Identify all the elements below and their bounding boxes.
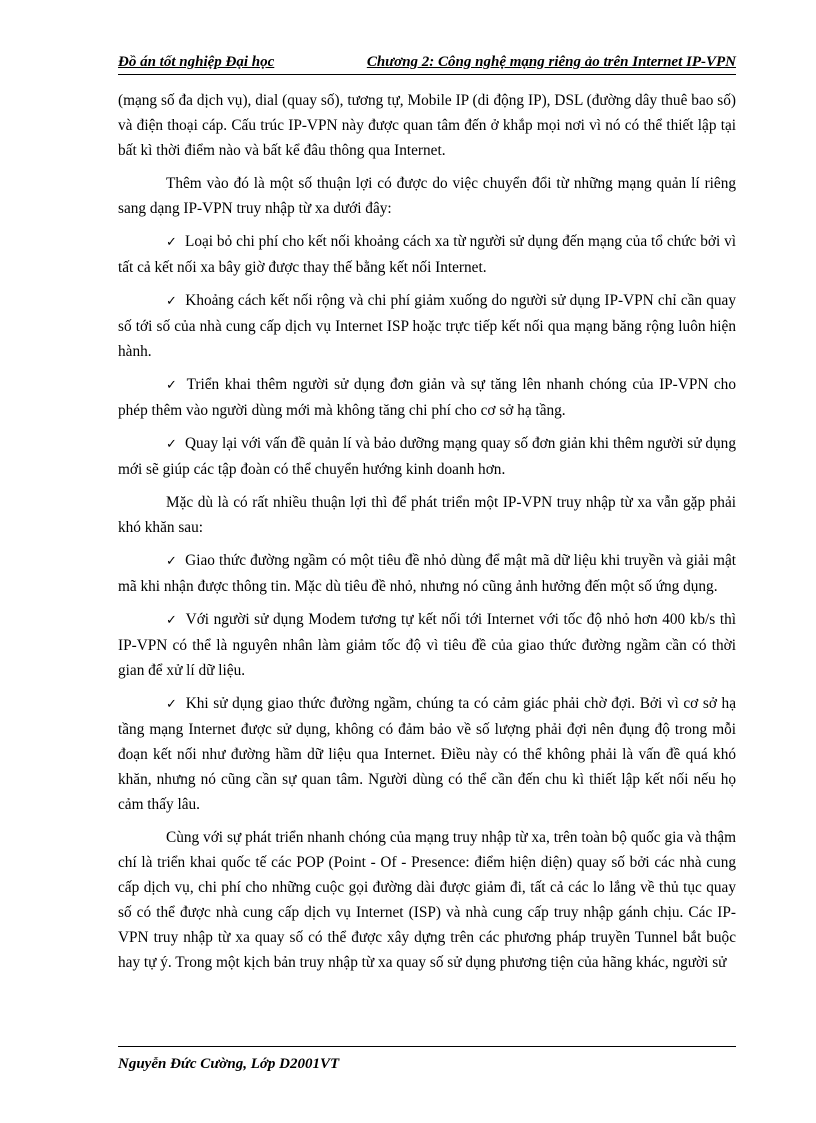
bullet-item (118, 288, 736, 364)
footer-divider (118, 1046, 736, 1047)
checkmark-icon: ✓ (166, 697, 178, 712)
bullet-item (118, 229, 736, 280)
checkmark-icon: ✓ (166, 235, 177, 250)
bullet-text: Triển khai thêm người sử dụng đơn giản và sự tăng lên nhanh chóng của IP-VPN cho phép thêm vào người dùng mới mà không tăng chi phí cho cơ sở hạ tầng. (118, 376, 736, 419)
header-chapter-title: Chương 2: Công nghệ mạng riêng ảo trên Internet IP-VPN (366, 54, 736, 70)
bullet-text: Khoảng cách kết nối rộng và chi phí giảm xuống do người sử dụng IP-VPN chỉ cần quay số tới số của nhà cung cấp dịch vụ Internet ISP hoặc trực tiếp kết nối qua mạng băng rộng luôn hiện hành. (118, 292, 736, 360)
bullet-item (118, 691, 736, 817)
checkmark-icon: ✓ (166, 378, 179, 393)
paragraph: Mặc dù là có rất nhiều thuận lợi thì để phát triển một IP-VPN truy nhập từ xa vẫn gặp phải khó khăn sau: (118, 494, 736, 536)
bullet-text: Với người sử dụng Modem tương tự kết nối tới Internet với tốc độ nhỏ hơn 400 kb/s thì IP-VPN có thể là nguyên nhân làm giảm tốc độ vì tiêu đề của giao thức đường ngầm cần có thời gian để xử lí dữ liệu. (118, 611, 736, 679)
bullet-text: Quay lại với vấn đề quản lí và bảo dưỡng mạng quay số đơn giản khi thêm người sử dụng mới sẽ giúp các tập đoàn có thể chuyển hướng kinh doanh hơn. (118, 435, 736, 478)
page-header (118, 52, 736, 75)
paragraph: Thêm vào đó là một số thuận lợi có được do việc chuyển đổi từ những mạng quản lí riêng sang dạng IP-VPN truy nhập từ xa dưới đây: (118, 175, 736, 217)
document-body (118, 88, 736, 983)
checkmark-icon: ✓ (166, 554, 178, 569)
checkmark-icon: ✓ (166, 294, 178, 309)
bullet-text: Loại bỏ chi phí cho kết nối khoảng cách xa từ người sử dụng đến mạng của tổ chức bởi vì tất cả kết nối xa bây giờ được thay thế bằng kết nối Internet. (118, 233, 736, 276)
checkmark-icon: ✓ (166, 613, 178, 628)
bullet-item (118, 607, 736, 683)
page-footer: Nguyễn Đức Cường, Lớp D2001VT (118, 1056, 340, 1072)
bullet-text: Khi sử dụng giao thức đường ngầm, chúng ta có cảm giác phải chờ đợi. Bởi vì cơ sở hạ tầng mạng Internet được sử dụng, không có đảm bảo về số lượng phải đợi nên đụng độ trong mỗi đoạn kết nối như đường hầm dữ liệu qua Internet. Điều này có thể không phải là vấn đề quá khó khăn, nhưng nó cũng cần sự quan tâm. Người dùng có thể cần đến chu kì thiết lập kết nối nếu họ cảm thấy lâu. (118, 695, 736, 813)
bullet-text: Giao thức đường ngầm có một tiêu đề nhỏ dùng để mật mã dữ liệu khi truyền và giải mật mã khi nhận được thông tin. Mặc dù tiêu đề nhỏ, nhưng nó cũng ảnh hưởng đến một số ứng dụng. (118, 552, 736, 595)
bullet-item (118, 548, 736, 599)
checkmark-icon: ✓ (166, 437, 177, 452)
bullet-item (118, 372, 736, 423)
paragraph: Cùng với sự phát triển nhanh chóng của mạng truy nhập từ xa, trên toàn bộ quốc gia và thậm chí là triển khai quốc tế các POP (Point - Of - Presence: điểm hiện diện) quay số bởi các nhà cung cấp dịch vụ, chi phí cho những cuộc gọi đường dài được giảm đi, tất cả các lo lắng về thủ tục quay số có thể được nhà cung cấp dịch vụ Internet (ISP) và nhà cung cấp truy nhập gánh chịu. Các IP-VPN truy nhập từ xa quay số có thể được xây dựng trên các phương pháp truyền Tunnel bắt buộc hay tự ý. Trong một kịch bản truy nhập từ xa quay số sử dụng phương tiện của hãng khác, người sử (118, 829, 736, 971)
bullet-item (118, 431, 736, 482)
paragraph: (mạng số đa dịch vụ), dial (quay số), tương tự, Mobile IP (di động IP), DSL (đường dây thuê bao số) và điện thoại cáp. Cấu trúc IP-VPN này được quan tâm đến ở khắp mọi nơi vì nó có thể thiết lập tại bất kì thời điểm nào và bất kể đâu thông qua Internet. (118, 92, 736, 159)
header-document-title: Đồ án tốt nghiệp Đại học (118, 54, 275, 70)
